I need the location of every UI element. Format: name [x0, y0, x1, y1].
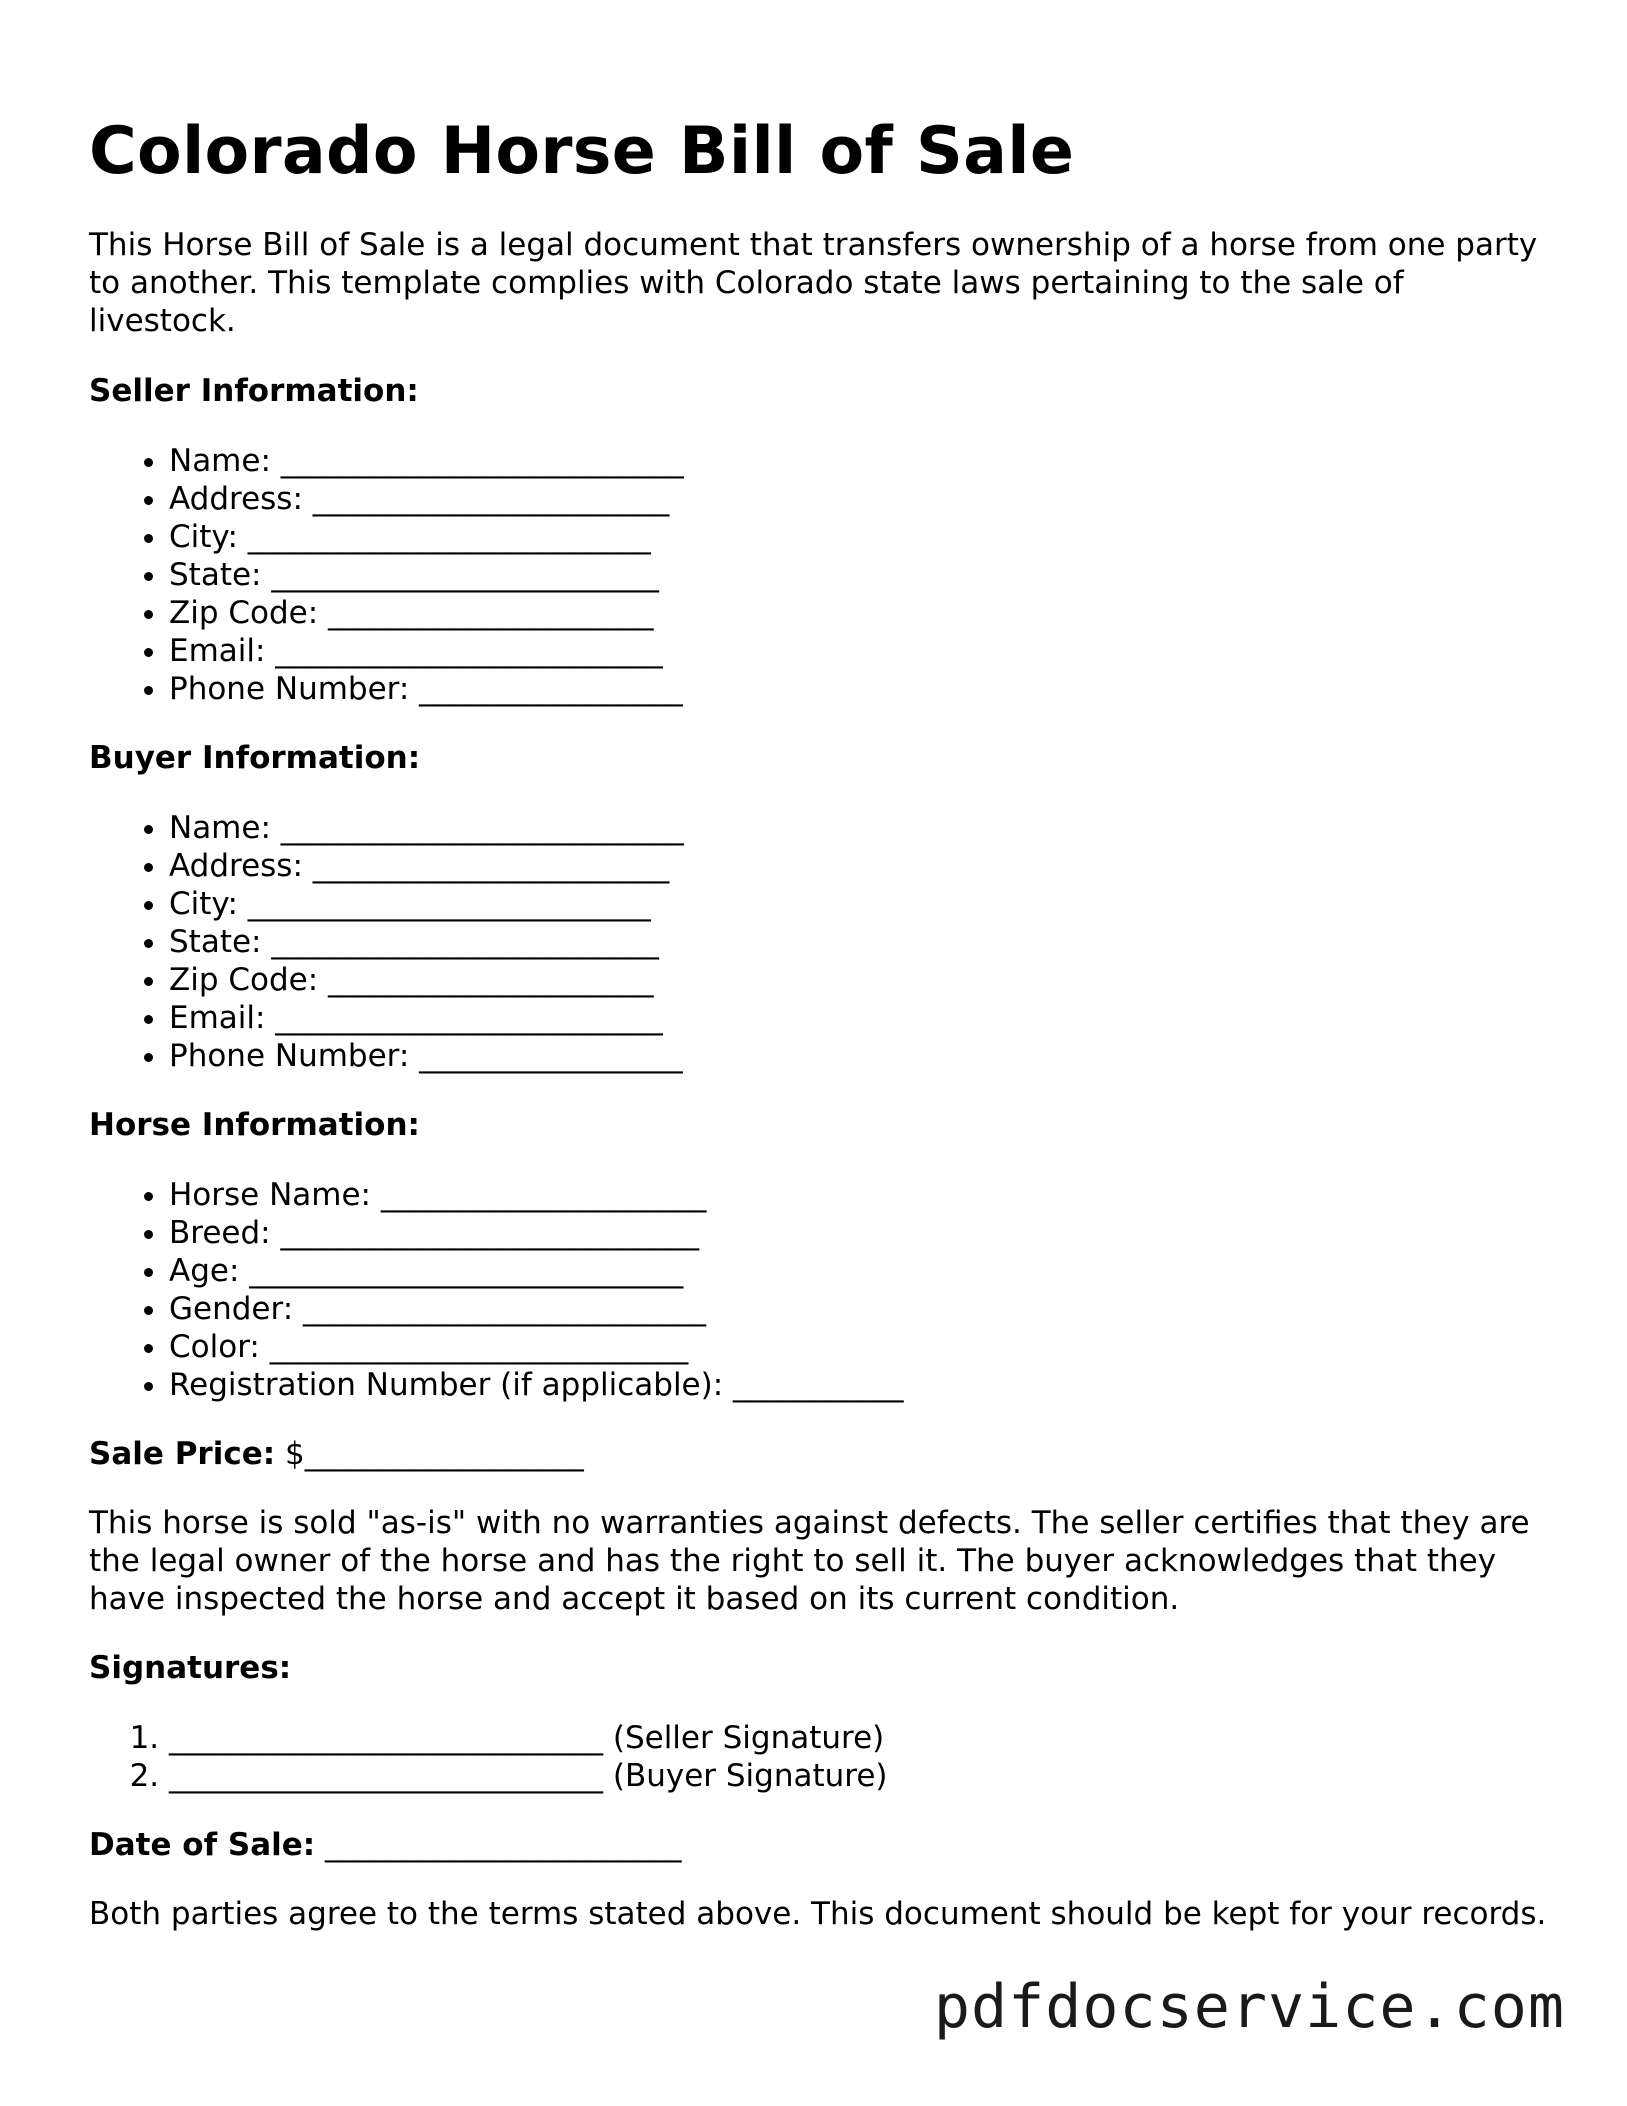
terms-paragraph: This horse is sold "as-is" with no warranties against defects. The seller certifies that they are the legal owner of the horse and has the right to sell it. The buyer acknowledges that they have inspected the horse and accept it based on its current condition.	[89, 1505, 1530, 1617]
date-of-sale-blank: _______________________	[315, 1827, 682, 1863]
intro-paragraph: This Horse Bill of Sale is a legal document that transfers ownership of a horse from one party to another. This template complies with Colorado state laws pertaining to the sale of livestock.	[89, 227, 1538, 339]
buyer-field-list	[89, 809, 1549, 1075]
date-of-sale-label: Date of Sale:	[89, 1827, 316, 1863]
seller-address-field: • Address: _______________________	[169, 480, 1549, 518]
buyer-name-field: • Name: __________________________	[169, 809, 1549, 847]
horse-gender-field: • Gender: __________________________	[169, 1290, 1549, 1328]
seller-signature-line: 1. ____________________________ (Seller Signature)	[169, 1719, 1549, 1757]
sale-price-blank: $__________________	[275, 1436, 584, 1472]
seller-name-field: • Name: __________________________	[169, 442, 1549, 480]
sale-price-label: Sale Price:	[89, 1436, 276, 1472]
seller-phone-field: • Phone Number: _________________	[169, 670, 1549, 708]
horse-breed-field: • Breed: ___________________________	[169, 1214, 1549, 1252]
watermark-text: pdfdocservice.com	[933, 1972, 1565, 2042]
horse-name-field: • Horse Name: _____________________	[169, 1176, 1549, 1214]
date-of-sale-line	[89, 1826, 1549, 1864]
buyer-signature-line: 2. ____________________________ (Buyer Signature)	[169, 1757, 1549, 1795]
document-title: Colorado Horse Bill of Sale	[89, 114, 1075, 189]
signatures-section-heading: Signatures:	[89, 1650, 292, 1686]
buyer-address-field: • Address: _______________________	[169, 847, 1549, 885]
closing-paragraph: Both parties agree to the terms stated above. This document should be kept for your records.	[89, 1896, 1547, 1932]
signature-list	[89, 1719, 1549, 1795]
horse-field-list	[89, 1176, 1549, 1404]
seller-email-field: • Email: _________________________	[169, 632, 1549, 670]
buyer-phone-field: • Phone Number: _________________	[169, 1037, 1549, 1075]
seller-zip-field: • Zip Code: _____________________	[169, 594, 1549, 632]
horse-color-field: • Color: ___________________________	[169, 1328, 1549, 1366]
seller-field-list	[89, 442, 1549, 708]
sale-price-line	[89, 1435, 1549, 1473]
horse-section-heading: Horse Information:	[89, 1107, 420, 1143]
buyer-state-field: • State: _________________________	[169, 923, 1549, 961]
document-page	[89, 112, 1549, 1933]
seller-city-field: • City: __________________________	[169, 518, 1549, 556]
seller-state-field: • State: _________________________	[169, 556, 1549, 594]
seller-section-heading: Seller Information:	[89, 373, 419, 409]
buyer-zip-field: • Zip Code: _____________________	[169, 961, 1549, 999]
horse-registration-field: • Registration Number (if applicable): ___________	[169, 1366, 1549, 1404]
buyer-email-field: • Email: _________________________	[169, 999, 1549, 1037]
buyer-section-heading: Buyer Information:	[89, 740, 421, 776]
horse-age-field: • Age: ____________________________	[169, 1252, 1549, 1290]
buyer-city-field: • City: __________________________	[169, 885, 1549, 923]
